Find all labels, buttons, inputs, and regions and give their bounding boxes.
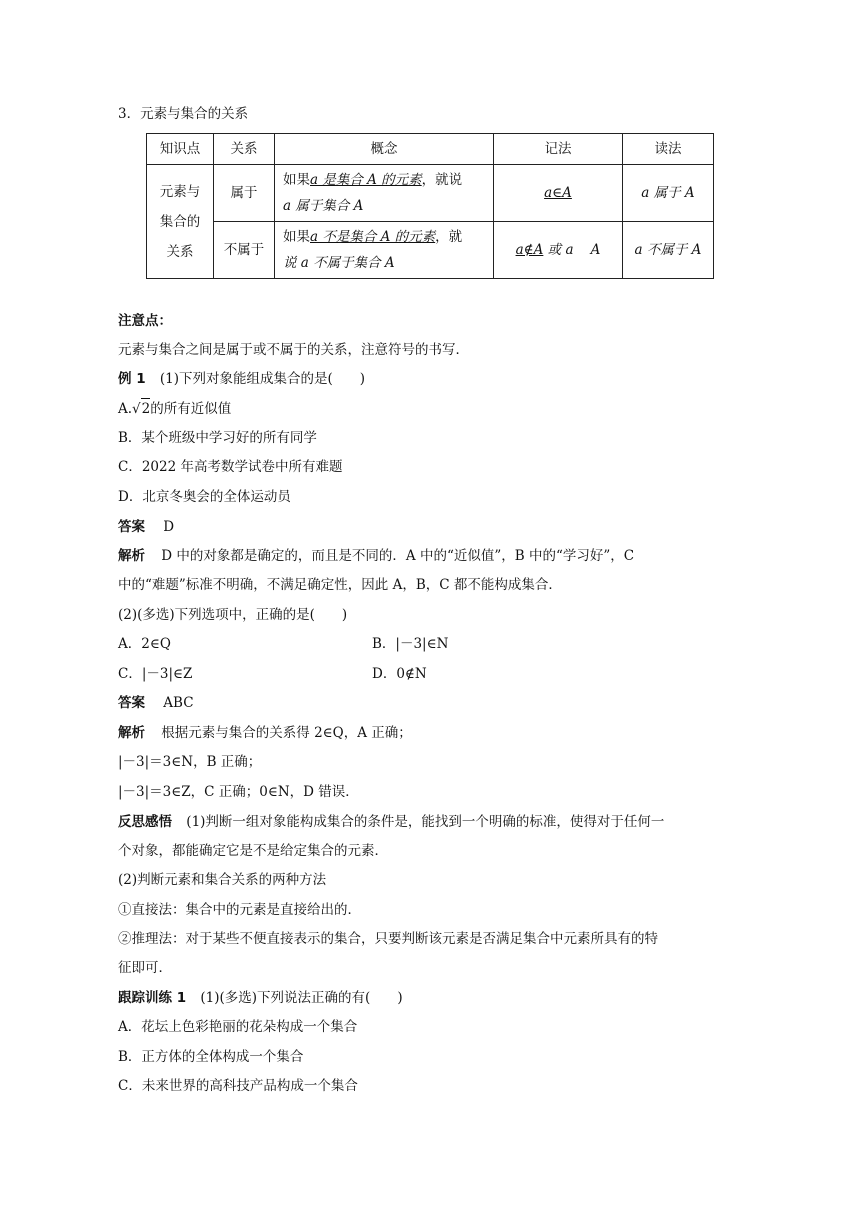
note-text: 元素与集合之间是属于或不属于的关系，注意符号的书写． [118, 342, 469, 358]
concept-line2: 说 a 不属于集合 A [283, 255, 395, 271]
option-c: C．2022 年高考数学试卷中所有难题 [118, 459, 343, 475]
option-a: A.√2的所有近似值 [118, 398, 231, 419]
notation-rest: 或 a A [547, 242, 601, 258]
concept-cell: 如果a 是集合 A 的元素，就说 a 属于集合 A [275, 165, 494, 222]
concept-underlined: a 是集合 A 的元素 [310, 172, 422, 188]
note-heading: 注意点： [118, 313, 172, 329]
reading-cell: a 不属于 A [623, 222, 714, 279]
option-c: C．|－3|∈Z [118, 666, 193, 682]
notation-underlined: a∉A [515, 242, 544, 258]
table-row [147, 222, 714, 279]
practice-question: 跟踪训练 1 (1)(多选)下列说法正确的有( ) [118, 990, 403, 1006]
analysis-text: |－3|＝3∈Z，C 正确；0∈N，D 错误． [118, 784, 359, 800]
reflection-label: 反思感悟 [118, 814, 172, 830]
header-knowledge-point: 知识点 [147, 134, 214, 165]
option-a: A．2∈Q [118, 636, 171, 652]
example-question [118, 369, 365, 389]
table-header-row [147, 134, 714, 165]
reflection-text: 征即可． [118, 960, 172, 976]
analysis-label: 解析 [118, 548, 145, 564]
knowledge-point-cell [147, 165, 214, 279]
table-row [147, 165, 714, 222]
question-text: (2)(多选)下列选项中，正确的是( ) [118, 607, 348, 623]
analysis-label: 解析 [118, 725, 145, 741]
section-title: 3．元素与集合的关系 [118, 106, 249, 122]
analysis-text: |－3|＝3∈N，B 正确； [118, 754, 262, 770]
knowledge-point-line: 集合的 [159, 213, 201, 230]
reflection-text: (2)判断元素和集合关系的两种方法 [118, 872, 327, 888]
reflection-line: 反思感悟 (1)判断一组对象能构成集合的条件是，能找到一个明确的标准，使得对于任何一 [118, 814, 665, 830]
notation-cell: a∈A [494, 165, 623, 222]
concept-cell: 如果a 不是集合 A 的元素，就 说 a 不属于集合 A [275, 222, 494, 279]
concept-underlined: a 不是集合 A 的元素 [310, 229, 436, 245]
header-reading: 读法 [623, 134, 714, 165]
example-label: 例 1 [118, 371, 146, 387]
question-text: (1)下列对象能组成集合的是( ) [159, 371, 366, 387]
practice-label: 跟踪训练 1 [118, 990, 187, 1006]
answer-value: D [163, 519, 175, 535]
concept-line2: a 属于集合 A [283, 198, 364, 214]
option-d: D．北京冬奥会的全体运动员 [118, 489, 291, 505]
relation-cell: 不属于 [214, 222, 275, 279]
answer-value: ABC [163, 695, 194, 711]
notation-cell [494, 222, 623, 279]
header-notation: 记法 [494, 134, 623, 165]
reflection-text: ①直接法：集合中的元素是直接给出的． [118, 902, 361, 918]
relation-table [146, 133, 714, 279]
header-relation: 关系 [214, 134, 275, 165]
knowledge-point-line: 关系 [166, 243, 194, 260]
reflection-text: ②推理法：对于某些不便直接表示的集合，只要判断该元素是否满足集合中元素所具有的特 [118, 931, 658, 947]
reflection-text: 个对象，都能确定它是不是给定集合的元素． [118, 843, 388, 859]
option-d: D．0∉N [372, 666, 427, 682]
option-a: A．花坛上色彩艳丽的花朵构成一个集合 [118, 1019, 358, 1035]
option-b: B．正方体的全体构成一个集合 [118, 1049, 304, 1065]
sqrt-icon: √ [132, 401, 141, 417]
relation-cell: 属于 [214, 165, 275, 222]
reading-cell: a 属于 A [623, 165, 714, 222]
analysis-line: 解析 D 中的对象都是确定的，而且是不同的．A 中的“近似值”，B 中的“学习好”，C [118, 548, 635, 564]
analysis-line: 解析 根据元素与集合的关系得 2∈Q，A 正确； [118, 725, 412, 741]
option-c: C．未来世界的高科技产品构成一个集合 [118, 1078, 358, 1094]
option-b: B．某个班级中学习好的所有同学 [118, 430, 317, 446]
answer-label: 答案 [118, 695, 145, 711]
answer-line [118, 517, 174, 537]
option-b: B．|－3|∈N [372, 636, 449, 652]
sqrt-radicand: 2 [141, 398, 151, 419]
analysis-text: 中的“难题”标准不明确，不满足确定性，因此 A，B，C 都不能构成集合． [118, 577, 562, 593]
header-concept: 概念 [275, 134, 494, 165]
answer-line [118, 693, 194, 713]
knowledge-point-line: 元素与 [159, 183, 201, 200]
answer-label: 答案 [118, 519, 145, 535]
